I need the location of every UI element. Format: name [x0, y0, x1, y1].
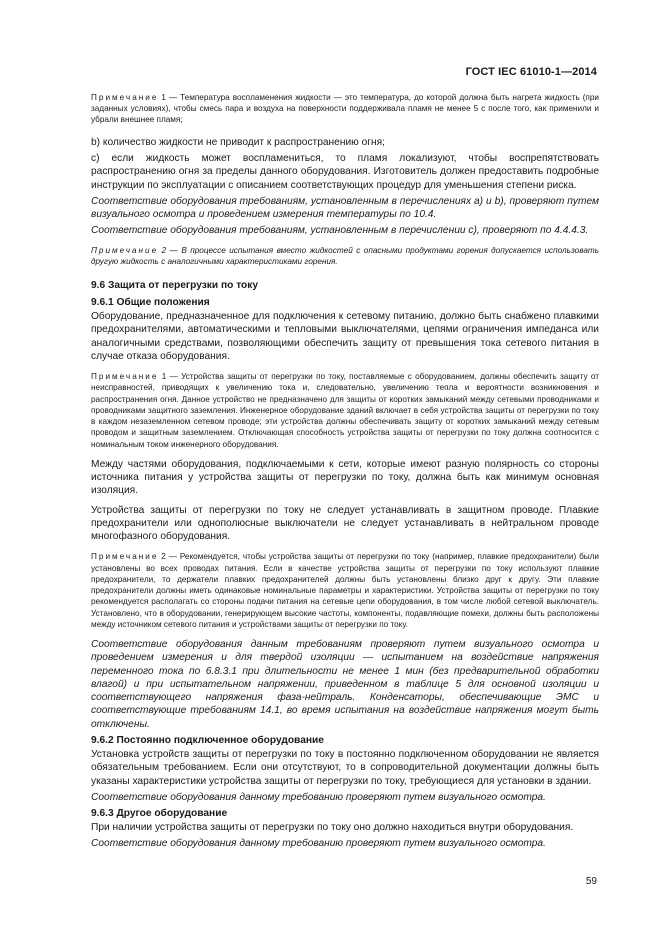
paragraph-general: Оборудование, предназначенное для подключения к сетевому питанию, должно быть снабжено плавкими предохранителями, автоматическими и тепловыми выключателями, цепями ограничения импеданса или аналогичными средствами, позволяющими обеспечить защиту от превышения тока сетевого питания в случае отказа оборудования.: [91, 311, 599, 362]
note-label: Примечание: [91, 372, 159, 382]
standard-header: ГОСТ IEC 61010-1—2014: [465, 66, 597, 78]
page-content: [91, 92, 599, 851]
compliance-statement: Соответствие оборудования данному требованию проверяют путем визуального осмотра.: [91, 838, 546, 850]
note-text: 2 — В процессе испытания вместо жидкостей с опасными продуктами горения допускается использовать другую жидкость с аналогичными характеристиками горения.: [91, 245, 599, 266]
compliance-statement: Соответствие оборудования данным требованиям проверяют путем визуального осмотра и проведением измерения и для твердой изоляции — испытанием на воздействие напряжения переменного тока по 6.8.3.1 при длительности не менее 1 мин (без предварительной обработки влагой) и при испытательном напряжении, приведенном в таблице 5 для основной изоляции и соответствующего напряжения фаза-нейтраль. Конденсаторы, обеспечивающие ЭМС и соответствующие требованиям 14.1, во время испытания на воздействие напряжения могут быть отключены.: [91, 638, 599, 730]
section-heading-9-6-3: 9.6.3 Другое оборудование: [91, 808, 228, 820]
list-item-c: c) если жидкость может воспламениться, то пламя локализуют, чтобы воспрепятствовать распространению огня за пределы данного оборудования. Изготовитель должен предоставить подробные инструкции по эксплуатации с описанием соответствующих процедур для уменьшения степени риска.: [91, 152, 599, 191]
page-number: 59: [585, 876, 597, 887]
section-heading-9-6-1: 9.6.1 Общие положения: [91, 297, 210, 309]
section-heading-9-6: 9.6 Защита от перегрузки по току: [91, 280, 259, 292]
paragraph-permanent: Установка устройств защиты от перегрузки по току в постоянно подключенном оборудовании не является обязательным требованием. Если они отсутствуют, то в сопроводительной документации должны быть указаны характеристики устройства защиты от перегрузки по току, требующиеся для установки в здании.: [91, 748, 599, 787]
section-heading-9-6-2: 9.6.2 Постоянно подключенное оборудование: [91, 734, 324, 746]
list-item-b: b) количество жидкости не приводит к распространению огня;: [91, 136, 385, 148]
note-label: Примечание: [91, 552, 159, 562]
note-test-liquid: [91, 245, 599, 267]
paragraph-other: При наличии устройства защиты от перегрузки по току оно должно находиться внутри оборудования.: [91, 822, 574, 834]
paragraph-polarity: Между частями оборудования, подключаемыми к сети, которые имеют разную полярность со стороны источника питания у устройства защиты от перегрузки по току, должна быть как минимум основная изоляция.: [91, 458, 599, 497]
compliance-statement: Соответствие оборудования требованиям, установленным в перечислениях a) и b), проверяют путем визуального осмотра и проведением измерения температуры по 10.4.: [91, 195, 599, 221]
note-text: 2 — Рекомендуется, чтобы устройства защиты от перегрузки по току (например, плавкие предохранители) были установлены во всех проводах питания. Если в качестве устройства защиты от перегрузки по току используют плавкие предохранители, то держатели плавких предохранителей должны быть установлены близко друг к другу. Эти плавкие предохранители должны иметь одинаковые номинальные параметры и характеристики. Устройства защиты от перегрузки по току рекомендуется располагать со стороны подачи питания на сетевые цепи оборудования, в том числе любой сетевой выключатель. Установлено, что в оборудовании, генерирующем высокие частоты, компоненты, подавляющие помехи, должны быть расположены между источником сетевого питания и устройствами защиты от перегрузки по току.: [91, 552, 599, 629]
note-fuse-recommendation: [91, 551, 599, 629]
note-label: Примечание: [91, 93, 159, 102]
note-overcurrent-devices: [91, 371, 599, 449]
compliance-statement: Соответствие оборудования данному требованию проверяют путем визуального осмотра.: [91, 791, 546, 803]
note-label: Примечание: [91, 245, 159, 255]
compliance-statement: Соответствие оборудования требованиям, установленным в перечислении c), проверяют по 4.4.4.3.: [91, 225, 589, 237]
note-flash-point: [91, 92, 599, 126]
note-text: 1 — Устройства защиты от перегрузки по току, поставляемые с оборудованием, должны обеспечить защиту от неисправностей, приводящих к увеличению тока и, следовательно, увеличению тепла и вероятности возникновения и распространения огня. Данное устройство не предназначено для защиты от коротких замыканий между сетевыми проводниками и проводниками защитного заземления. Инженерное оборудование зданий включает в себя устройства защиты от перегрузки по току в каждом незаземленном сетевом проводе; эти устройства должны обеспечивать защиту от коротких замыканий между сетевым проводом и защитным заземлением. Отключающая способность устройства защиты от перегрузки по току должна соотносится с номинальным током инженерного оборудования.: [91, 372, 599, 449]
note-text: 1 — Температура воспламенения жидкости — это температура, до которой должна быть нагрета жидкость (при заданных условиях), чтобы смесь пара и воздуха на поверхности поддерживала пламя не менее 5 с после того, как применили и убрали внешнее пламя;: [91, 93, 599, 125]
paragraph-protective-conductor: Устройства защиты от перегрузки по току не следует устанавливать в защитном проводе. Плавкие предохранители или однополюсные выключатели не следует устанавливать в нейтральном проводе многофазного оборудования.: [91, 504, 599, 543]
